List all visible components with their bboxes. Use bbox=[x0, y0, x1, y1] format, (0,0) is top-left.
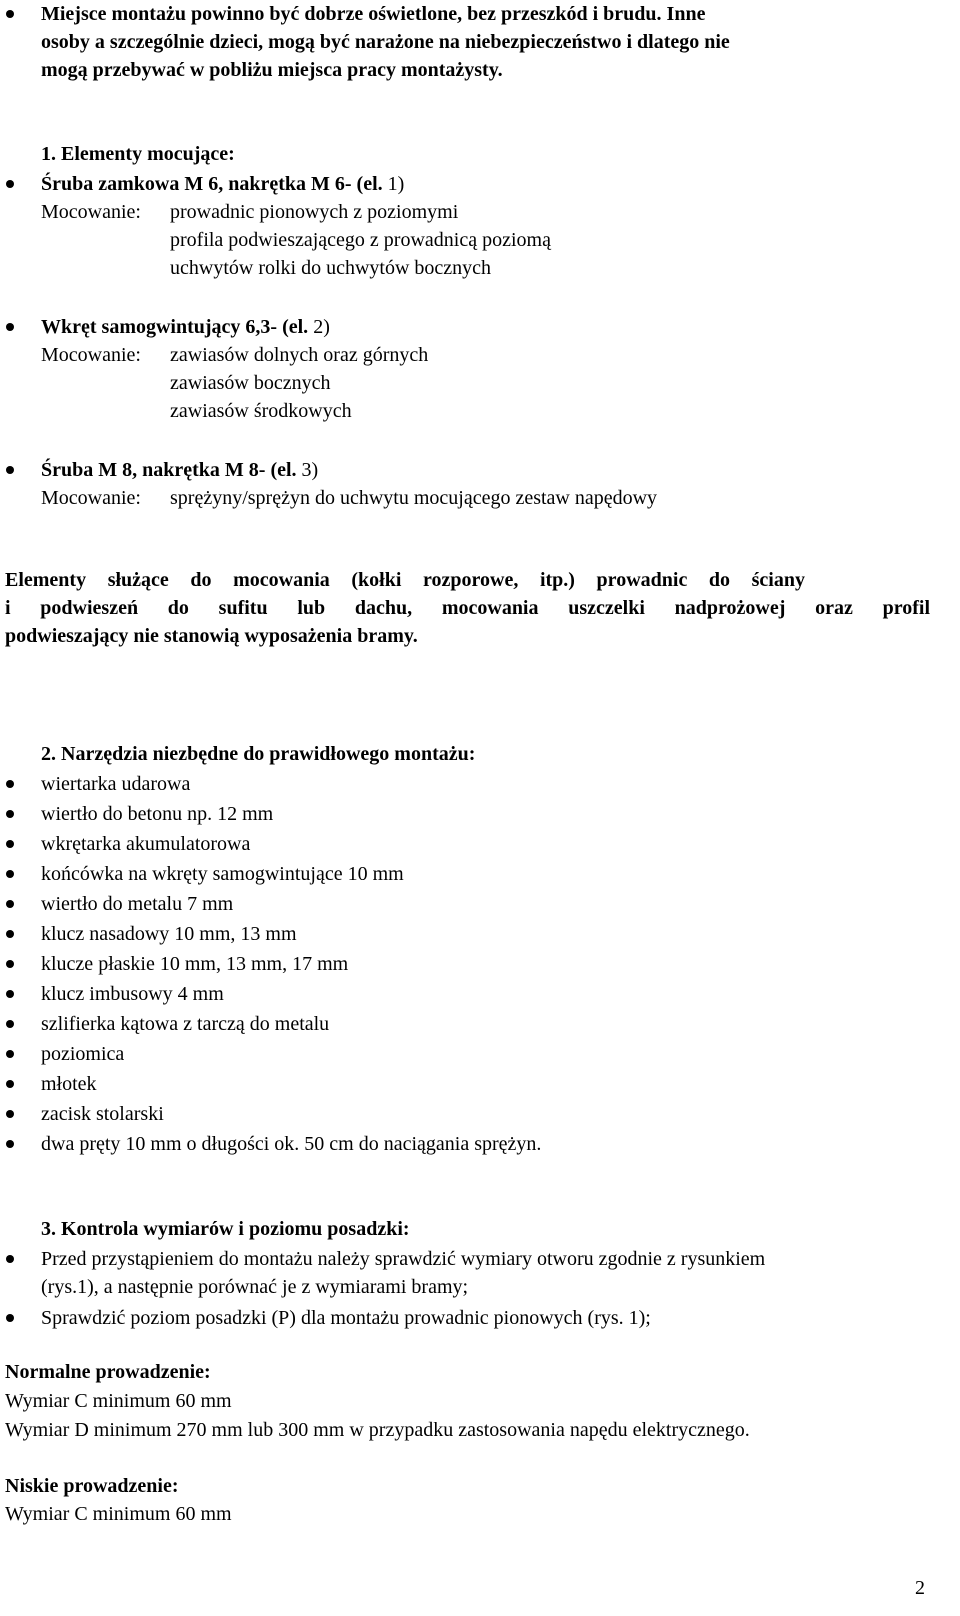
mounting-note-line-3: podwieszający nie stanowią wyposażenia bramy. bbox=[5, 625, 418, 647]
tool-item: wiertarka udarowa bbox=[41, 770, 190, 798]
fastener-title-1 bbox=[41, 170, 404, 198]
intro-line-2: osoby a szczególnie dzieci, mogą być narażone na niebezpieczeństwo i dlatego nie bbox=[41, 31, 730, 53]
fastener-1-use-1: prowadnic pionowych z poziomymi bbox=[170, 201, 459, 223]
tool-item: klucz nasadowy 10 mm, 13 mm bbox=[41, 920, 297, 948]
check-item-1-line-2: (rys.1), a następnie porównać je z wymiarami bramy; bbox=[41, 1276, 469, 1298]
tool-item: szlifierka kątowa z tarczą do metalu bbox=[41, 1010, 329, 1038]
mounting-note-line-1: Elementy służące do mocowania (kołki rozporowe, itp.) prowadnic do ściany bbox=[5, 569, 805, 591]
tool-item: wkrętarka akumulatorowa bbox=[41, 830, 250, 858]
normal-dimension-d: Wymiar D minimum 270 mm lub 300 mm w przypadku zastosowania napędu elektrycznego. bbox=[5, 1419, 750, 1441]
section-3-heading: 3. Kontrola wymiarów i poziomu posadzki: bbox=[41, 1218, 410, 1240]
section-2-heading: 2. Narzędzia niezbędne do prawidłowego montażu: bbox=[41, 743, 476, 765]
page-number: 2 bbox=[915, 1577, 925, 1599]
check-item-2: Sprawdzić poziom posadzki (P) dla montażu prowadnic pionowych (rys. 1); bbox=[41, 1304, 651, 1332]
fastener-title-3 bbox=[41, 456, 318, 484]
fastener-1-label: Mocowanie: bbox=[41, 201, 141, 223]
low-guidance-heading: Niskie prowadzenie: bbox=[5, 1475, 179, 1497]
fastener-title-2-number: 2) bbox=[313, 316, 330, 338]
tool-item: młotek bbox=[41, 1070, 97, 1098]
fastener-2-label: Mocowanie: bbox=[41, 344, 141, 366]
mounting-note bbox=[5, 566, 930, 650]
fastener-3-use-1: sprężyny/sprężyn do uchwytu mocującego zestaw napędowy bbox=[170, 487, 658, 509]
fastener-title-1-number: 1) bbox=[387, 173, 405, 195]
intro-line-3: mogą przebywać w pobliżu miejsca pracy montażysty. bbox=[41, 59, 503, 81]
normal-dimension-c: Wymiar C minimum 60 mm bbox=[5, 1390, 232, 1412]
intro-line-1: Miejsce montażu powinno być dobrze oświetlone, bez przeszkód i brudu. Inne bbox=[41, 0, 909, 28]
fastener-title-2 bbox=[41, 313, 330, 341]
fastener-2-use-2: zawiasów bocznych bbox=[170, 372, 331, 394]
low-dimension-c: Wymiar C minimum 60 mm bbox=[5, 1503, 232, 1525]
tool-item: klucze płaskie 10 mm, 13 mm, 17 mm bbox=[41, 950, 348, 978]
mounting-note-line-2: i podwieszeń do sufitu lub dachu, mocowania uszczelki nadprożowej oraz profil bbox=[5, 597, 930, 619]
fastener-title-1-bold: Śruba zamkowa M 6, nakrętka M 6- (el. bbox=[41, 173, 383, 195]
fastener-2-use-1: zawiasów dolnych oraz górnych bbox=[170, 344, 429, 366]
tool-item: dwa pręty 10 mm o długości ok. 50 cm do naciągania sprężyn. bbox=[41, 1130, 541, 1158]
tool-item: klucz imbusowy 4 mm bbox=[41, 980, 224, 1008]
fastener-title-2-bold: Wkręt samogwintujący 6,3- (el. bbox=[41, 316, 309, 338]
section-1-heading: 1. Elementy mocujące: bbox=[41, 143, 235, 165]
tool-item: wiertło do metalu 7 mm bbox=[41, 890, 233, 918]
fastener-title-3-number: 3) bbox=[301, 459, 319, 481]
fastener-1-use-2: profila podwieszającego z prowadnicą poziomą bbox=[170, 229, 551, 251]
tool-item: poziomica bbox=[41, 1040, 124, 1068]
fastener-title-3-bold: Śruba M 8, nakrętka M 8- (el. bbox=[41, 459, 297, 481]
fastener-2-use-3: zawiasów środkowych bbox=[170, 400, 352, 422]
check-item-1-line-1: Przed przystąpieniem do montażu należy sprawdzić wymiary otworu zgodnie z rysunkiem bbox=[41, 1245, 765, 1273]
tool-item: końcówka na wkręty samogwintujące 10 mm bbox=[41, 860, 404, 888]
fastener-1-use-3: uchwytów rolki do uchwytów bocznych bbox=[170, 257, 492, 279]
normal-guidance-heading: Normalne prowadzenie: bbox=[5, 1361, 211, 1383]
fastener-3-label: Mocowanie: bbox=[41, 487, 141, 509]
tool-item: zacisk stolarski bbox=[41, 1100, 164, 1128]
tool-item: wiertło do betonu np. 12 mm bbox=[41, 800, 273, 828]
